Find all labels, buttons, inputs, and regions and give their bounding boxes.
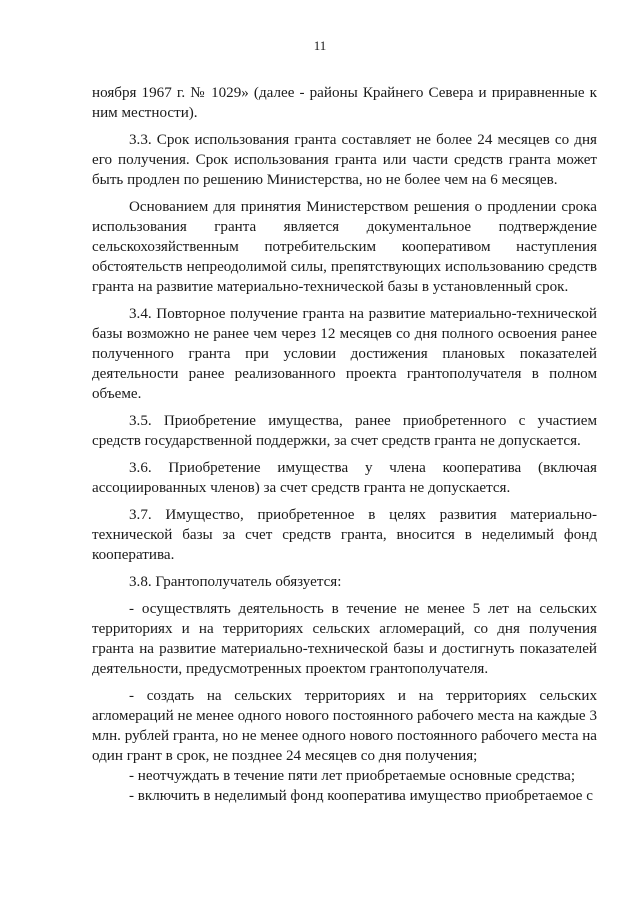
paragraph-3-6: 3.6. Приобретение имущества у члена кооператива (включая ассоциированных членов) за счет средств гранта не допускается. — [92, 460, 597, 496]
paragraph-3-8: 3.8. Грантополучатель обязуется: — [129, 574, 342, 590]
paragraph-3-3: 3.3. Срок использования гранта составляет не более 24 месяцев со дня его получения. Срок использования гранта или части средств гранта может быть продлен по решению Министерства, но не более чем на 6 месяцев. — [92, 132, 597, 188]
document-body — [92, 83, 597, 806]
list-item-obligation: - неотчуждать в течение пяти лет приобретаемые основные средства; — [129, 768, 576, 784]
list-item-obligation: - создать на сельских территориях и на территориях сельских агломераций не менее одного нового постоянного рабочего места на каждые 3 млн. рублей гранта, но не менее одного нового постоянного рабочего места на один грант в срок, не позднее 24 месяцев со дня получения; — [92, 688, 597, 764]
paragraph-3-5: 3.5. Приобретение имущества, ранее приобретенного с участием средств государственной поддержки, за счет средств гранта не допускается. — [92, 413, 597, 449]
paragraph-continuation: ноября 1967 г. № 1029» (далее - районы Крайнего Севера и приравненные к ним местности). — [92, 85, 597, 121]
list-item-obligation: - включить в неделимый фонд кооператива имущество приобретаемое с — [129, 788, 593, 804]
paragraph-3-4: 3.4. Повторное получение гранта на развитие материально-технической базы возможно не ранее чем через 12 месяцев со дня полного освоения ранее полученного гранта при условии достижения плановых показателей деятельности ранее реализованного проекта грантополучателя в полном объеме. — [92, 306, 597, 402]
page-number: 11 — [313, 38, 327, 53]
list-item-obligation: - осуществлять деятельность в течение не менее 5 лет на сельских территориях и на территориях сельских агломераций, со дня получения гранта на развитие материально-технической базы и достигнуть показателей деятельности, предусмотренных проектом грантополучателя. — [92, 601, 597, 677]
paragraph-3-7: 3.7. Имущество, приобретенное в целях развития материально-технической базы за счет средств гранта, вносится в неделимый фонд кооператива. — [92, 507, 597, 563]
paragraph-extension-grounds: Основанием для принятия Министерством решения о продлении срока использования гранта является документальное подтверждение сельскохозяйственным потребительским кооперативом наступления обстоятельств непреодолимой силы, препятствующих использованию средств гранта на развитие материально-технической базы в установленный срок. — [92, 199, 597, 295]
